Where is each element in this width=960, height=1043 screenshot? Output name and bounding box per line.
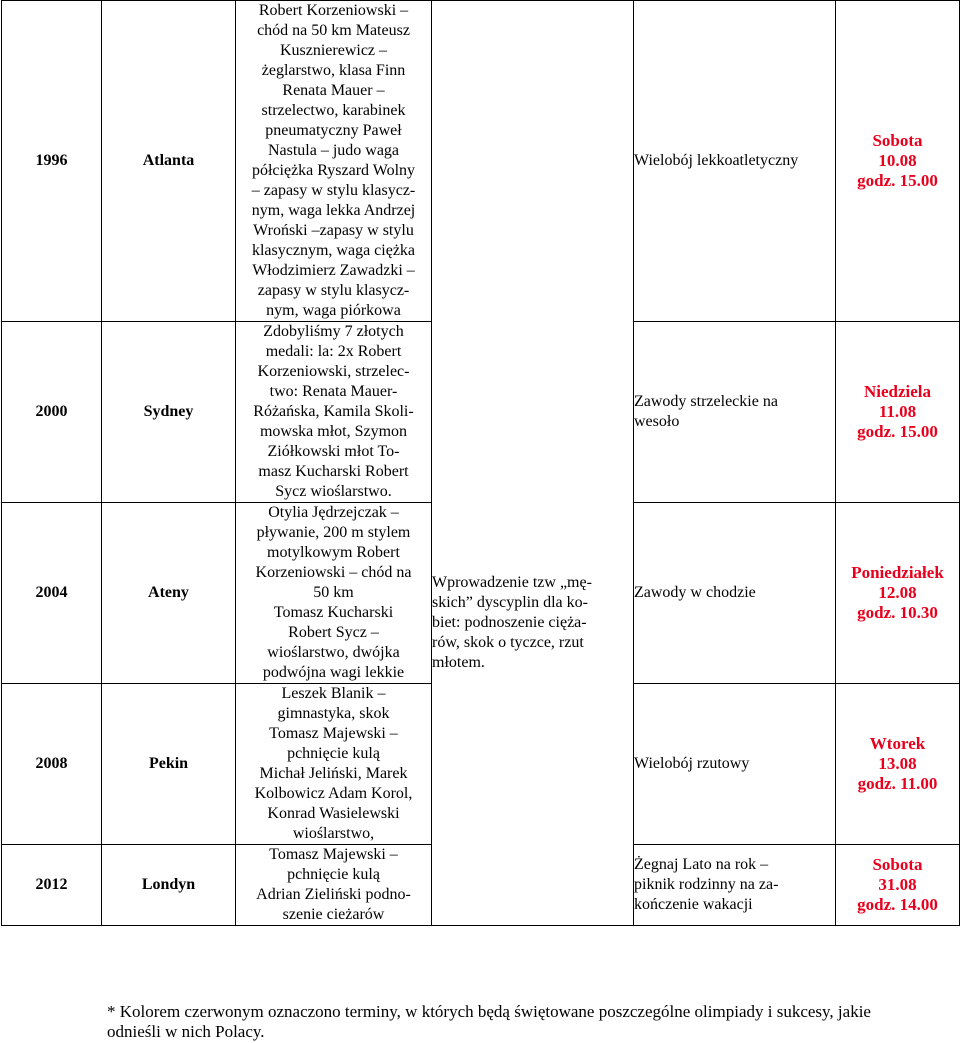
event-text: Zawody w chodzie	[634, 584, 756, 601]
olympics-schedule-table	[1, 0, 960, 926]
date-day: Wtorek	[869, 734, 926, 753]
date-day: Sobota	[872, 855, 923, 874]
date-date: 13.08	[878, 754, 917, 773]
event-cell	[634, 503, 836, 684]
date-time: godz. 15.00	[857, 171, 938, 190]
date-time: godz. 14.00	[857, 895, 938, 914]
year-cell: 1996	[2, 1, 102, 322]
year-cell: 2004	[2, 503, 102, 684]
date-date: 12.08	[878, 583, 917, 602]
event-text: Żegnaj Lato na rok – piknik rodzinny na za- kończenie wakacji	[634, 856, 779, 913]
event-text: Wielobój rzutowy	[634, 755, 750, 772]
medalists-cell	[236, 684, 432, 845]
medalists-cell	[236, 845, 432, 926]
new-disciplines-cell	[432, 1, 634, 926]
date-cell	[836, 684, 960, 845]
date-day: Niedziela	[863, 382, 932, 401]
city-cell: Pekin	[102, 684, 236, 845]
city-cell: Sydney	[102, 322, 236, 503]
city-cell: Ateny	[102, 503, 236, 684]
date-time: godz. 10.30	[857, 603, 938, 622]
medalists-text: Zdobyliśmy 7 złotych medali: la: 2x Robert Korzeniowski, strzelec- two: Renata Mauer- Różańska, Kamila Skoli- mowska młot, Szymon Ziółkowski młot To- masz Kucharski Robert Sycz wioślarstwo.	[253, 323, 414, 500]
table-row-1996	[2, 1, 960, 322]
date-cell	[836, 503, 960, 684]
year-cell: 2012	[2, 845, 102, 926]
new-disciplines-text: Wprowadzenie tzw „mę- skich” dyscyplin dla ko- biet: podnoszenie cięża- rów, skok o tyczce, rzut młotem.	[432, 574, 592, 671]
date-time: godz. 11.00	[857, 774, 938, 793]
year-cell: 2008	[2, 684, 102, 845]
medalists-text: Otylia Jędrzejczak – pływanie, 200 m stylem motylkowym Robert Korzeniowski – chód na 50 km Tomasz Kucharski Robert Sycz – wioślarstwo, dwójka podwójna wagi lekkie	[255, 504, 412, 681]
medalists-text: Leszek Blanik – gimnastyka, skok Tomasz Majewski – pchnięcie kulą Michał Jeliński, Marek Kolbowicz Adam Korol, Konrad Wasielewski wioślarstwo,	[254, 685, 413, 842]
date-day: Sobota	[872, 131, 923, 150]
footnote: * Kolorem czerwonym oznaczono terminy, w których będą świętowane poszczególne olimpiady i sukcesy, jakie odnieśli w nich Polacy.	[107, 1002, 871, 1041]
event-cell	[634, 845, 836, 926]
medalists-cell	[236, 322, 432, 503]
medalists-text: Robert Korzeniowski – chód na 50 km Mateusz Kusznierewicz – żeglarstwo, klasa Finn Renata Mauer – strzelectwo, karabinek pneumatyczny Paweł Nastula – judo waga półciężka Ryszard Wolny – zapasy w stylu klasycz- nym, waga lekka Andrzej Wroński –zapasy w stylu klasycznym, waga ciężka Włodzimierz Zawadzki – zapasy w stylu klasycz- nym, waga piórkowa	[251, 2, 416, 319]
event-cell	[634, 684, 836, 845]
event-text: Wielobój lekkoatletyczny	[634, 152, 799, 169]
city-cell: Atlanta	[102, 1, 236, 322]
medalists-cell	[236, 1, 432, 322]
date-date: 10.08	[878, 151, 917, 170]
date-cell	[836, 845, 960, 926]
date-date: 31.08	[878, 875, 917, 894]
medalists-text: Tomasz Majewski – pchnięcie kulą Adrian Zieliński podno- szenie cieżarów	[256, 846, 411, 923]
event-text: Zawody strzeleckie na wesoło	[634, 393, 778, 430]
date-cell	[836, 1, 960, 322]
date-date: 11.08	[878, 402, 917, 421]
event-cell	[634, 1, 836, 322]
date-cell	[836, 322, 960, 503]
city-cell: Londyn	[102, 845, 236, 926]
event-cell	[634, 322, 836, 503]
medalists-cell	[236, 503, 432, 684]
date-day: Poniedziałek	[851, 563, 944, 582]
date-time: godz. 15.00	[857, 422, 938, 441]
year-cell: 2000	[2, 322, 102, 503]
